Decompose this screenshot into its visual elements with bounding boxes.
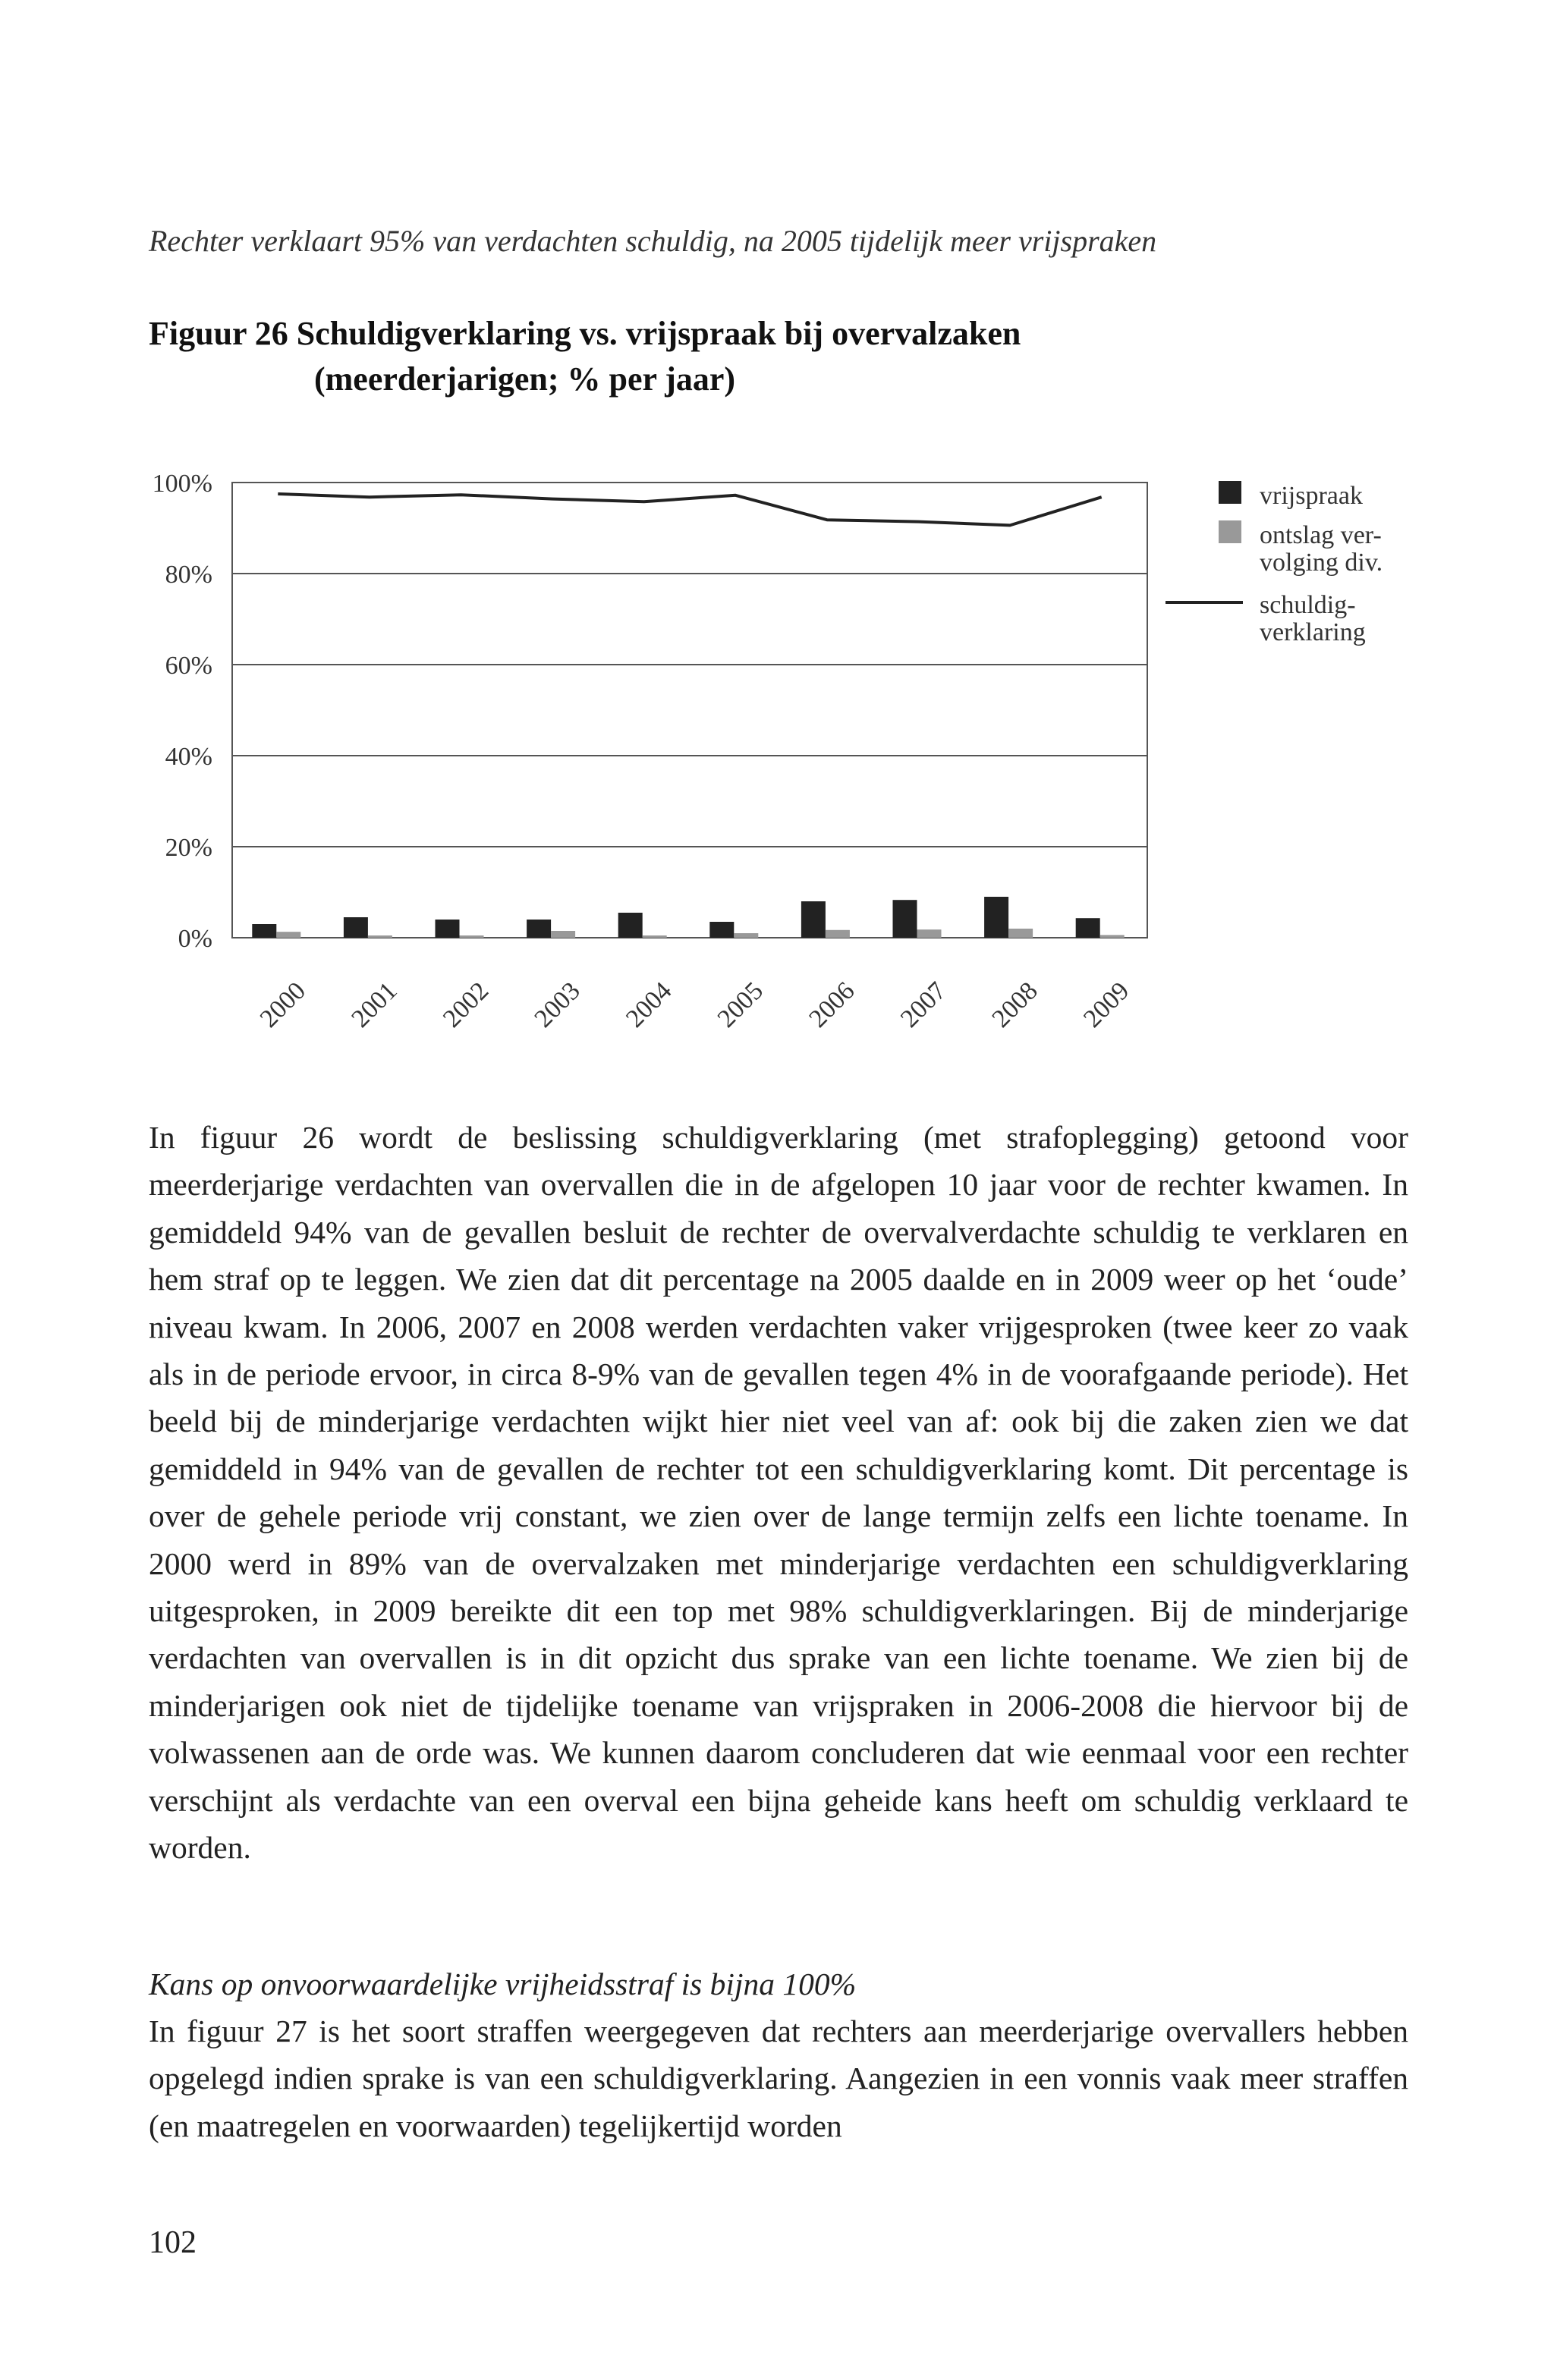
figure-title-line2: (meerderjarigen; % per jaar) xyxy=(314,360,736,398)
y-tick-label: 40% xyxy=(165,743,212,771)
running-head: Rechter verklaart 95% van verdachten schuldig, na 2005 tijdelijk meer vrijspraken xyxy=(149,224,1157,258)
bar xyxy=(1076,918,1100,938)
bar xyxy=(368,935,392,938)
body-paragraph-1: In figuur 26 wordt de beslissing schuldigverklaring (met strafoplegging) getoond voor meerderjarige verdachten van overvallen die in de afgelopen 10 jaar voor de rechter kwamen. In gemiddeld 94% van de gevallen besluit de rechter de overvalverdachte schuldig te verklaren en hem straf op te leggen. We zien dat dit percentage na 2005 daalde en in 2009 weer op het ‘oude’ niveau kwam. In 2006, 2007 en 2008 werden verdachten vaker vrijgesproken (twee keer zo vaak als in de periode ervoor, in circa 8-9% van de gevallen tegen 4% in de voorafgaande periode). Het beeld bij de minderjarige verdachten wijkt hier niet veel van af: ook bij die zaken zien we dat gemiddeld in 94% van de gevallen de rechter tot een schuldigverklaring komt. Dit percentage is over de gehele periode vrij constant, we zien over de lange termijn zelfs een lichte toename. In 2000 werd in 89% van de overvalzaken met minderjarige verdachten een schuldigverklaring uitgesproken, in 2009 bereikte dit een top met 98% schuldigverklaringen. Bij de minderjarige verdachten van overvallen is in dit opzicht dus sprake van een lichte toename. We zien bij de minderjarigen ook niet de tijdelijke toename van vrijspraken in 2006-2008 die hiervoor bij de volwassenen aan de orde was. We kunnen daarom concluderen dat wie eenmaal voor een rechter verschijnt als verdachte van een overval een bijna geheide kans heeft om schuldig verklaard te worden. xyxy=(149,1120,1408,1866)
grid-layer xyxy=(232,483,1147,938)
axis-layer xyxy=(153,470,1135,1033)
bar xyxy=(436,920,460,938)
legend-label-line: ontslag ver- xyxy=(1260,521,1382,549)
plot-frame xyxy=(232,483,1147,938)
bar xyxy=(276,932,300,938)
bar-line-chart xyxy=(0,0,1554,1077)
bar xyxy=(709,922,734,938)
y-tick-label: 80% xyxy=(165,561,212,589)
bar xyxy=(252,924,276,938)
y-tick-label: 0% xyxy=(178,925,212,953)
x-tick-label: 2006 xyxy=(804,976,860,1033)
line-layer xyxy=(278,494,1101,525)
legend-swatch xyxy=(1219,520,1241,543)
bar xyxy=(1100,935,1125,938)
bar xyxy=(551,931,575,938)
x-tick-label: 2003 xyxy=(529,976,586,1033)
body-paragraph-2: In figuur 27 is het soort straffen weergegeven dat rechters aan meerderjarige overvallers hebben opgelegd indien sprake is van een schuldigverklaring. Aangezien in een vonnis vaak meer straffen (en maatregelen en voorwaarden) tegelijkertijd worden xyxy=(149,2014,1408,2143)
legend-label-line: schuldig- xyxy=(1260,591,1356,619)
bar xyxy=(917,929,942,938)
x-tick-label: 2002 xyxy=(437,976,495,1033)
bar xyxy=(893,900,917,938)
bar xyxy=(801,901,826,938)
legend-label xyxy=(1260,591,1366,646)
legend-label-line: volging div. xyxy=(1260,549,1383,577)
legend-label xyxy=(1260,482,1363,510)
x-tick-label: 2007 xyxy=(895,976,952,1033)
bar xyxy=(984,897,1008,938)
x-tick-label: 2000 xyxy=(254,976,311,1033)
series-line xyxy=(278,494,1101,525)
bar xyxy=(734,933,758,938)
bar xyxy=(527,920,551,938)
y-tick-label: 20% xyxy=(165,834,212,862)
x-tick-label: 2001 xyxy=(346,976,403,1033)
bar xyxy=(344,917,368,938)
legend-label-line: verklaring xyxy=(1260,618,1366,646)
bar xyxy=(1008,929,1033,938)
x-tick-label: 2004 xyxy=(621,976,678,1033)
bar xyxy=(460,935,484,938)
legend-label xyxy=(1260,521,1383,577)
bar xyxy=(826,930,850,938)
x-tick-label: 2008 xyxy=(986,976,1043,1033)
legend-label-line: vrijspraak xyxy=(1260,482,1363,510)
figure-title-line1: Figuur 26 Schuldigverklaring vs. vrijspraak bij overvalzaken xyxy=(149,315,1021,352)
section-subheading: Kans op onvoorwaardelijke vrijheidsstraf is bijna 100% xyxy=(149,1967,857,2001)
y-tick-label: 100% xyxy=(152,470,212,498)
bar xyxy=(618,913,643,938)
page-number: 102 xyxy=(149,2225,197,2260)
legend-swatch xyxy=(1219,481,1241,504)
bar-layer xyxy=(252,897,1124,938)
x-tick-label: 2005 xyxy=(712,976,769,1033)
bar xyxy=(643,935,667,938)
x-tick-label: 2009 xyxy=(1078,976,1135,1033)
y-tick-label: 60% xyxy=(165,652,212,680)
legend xyxy=(1166,481,1383,646)
